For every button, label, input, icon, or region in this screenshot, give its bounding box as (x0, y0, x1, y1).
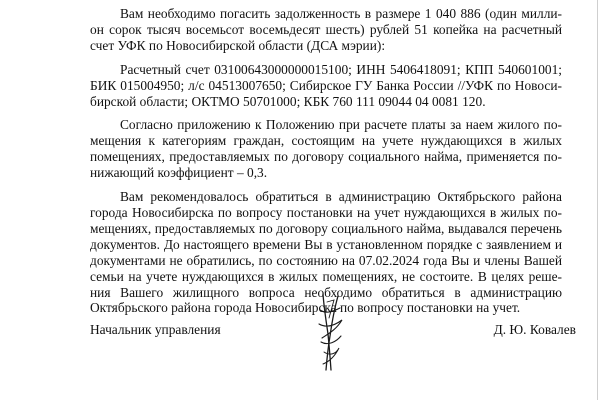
text-line: документами не обратились, по состоянию на 07.02.2024 года Вы и члены Вашей (90, 252, 562, 268)
text-line: Вам рекомендовалось обратиться в администрацию Октябрьского района (120, 189, 562, 205)
signer-name: Д. Ю. Ковалев (493, 322, 576, 337)
text-line: мещения к категориям граждан, состоящим на учете нуждающихся в жилых (90, 133, 562, 149)
text-line: документов. До настоящего времени Вы в установленном порядке с заявлением и (90, 236, 562, 252)
paragraph-bank-details (90, 62, 562, 110)
text-line: ния Вашего жилищного вопроса необходимо обратиться в администрацию (90, 284, 562, 300)
text-line: счет УФК по Новосибирской области (ДСА мэрии): (90, 37, 386, 53)
letter-body (90, 6, 562, 316)
text-line: Октябрьского района города Новосибирска по вопросу постановки на учет. (90, 300, 521, 316)
paragraph-coefficient (90, 117, 562, 181)
text-line: города Новосибирска по вопросу постановки на учет нуждающихся в жилых по- (90, 204, 562, 220)
position-title: Начальник управления (90, 322, 221, 337)
text-line: он сорок тысяч восемьсот восемьдесят шесть) рублей 51 копейка на расчетный (90, 21, 562, 37)
text-line: Вам необходимо погасить задолженность в размере 1 040 886 (один милли- (120, 6, 562, 21)
text-line: нижающий коэффициент – 0,3. (90, 165, 268, 181)
paragraph-debt-amount (90, 6, 562, 54)
text-line: Расчетный счет 03100643000000015100; ИНН 5406418091; КПП 540601001; (120, 61, 562, 77)
text-line: семьи на учете нуждающихся в жилых помещениях, не состоите. В целях реше- (90, 268, 562, 284)
signature-block (90, 322, 576, 342)
text-line: бирской области; ОКТМО 50701000; КБК 760 111 09044 04 0081 120. (90, 93, 486, 109)
text-line: помещениях, предоставляемых по договору социального найма, применяется по- (90, 149, 562, 165)
text-line: БИК 015004950; л/с 04513007650; Сибирское ГУ Банка России //УФК по Новоси- (90, 77, 562, 93)
text-line: Согласно приложению к Положению при расчете платы за наем жилого по- (120, 117, 562, 133)
page-edge-divider (597, 0, 598, 400)
text-line: мещениях, предоставляемых по договору социального найма, выдавался перечень (90, 220, 562, 236)
